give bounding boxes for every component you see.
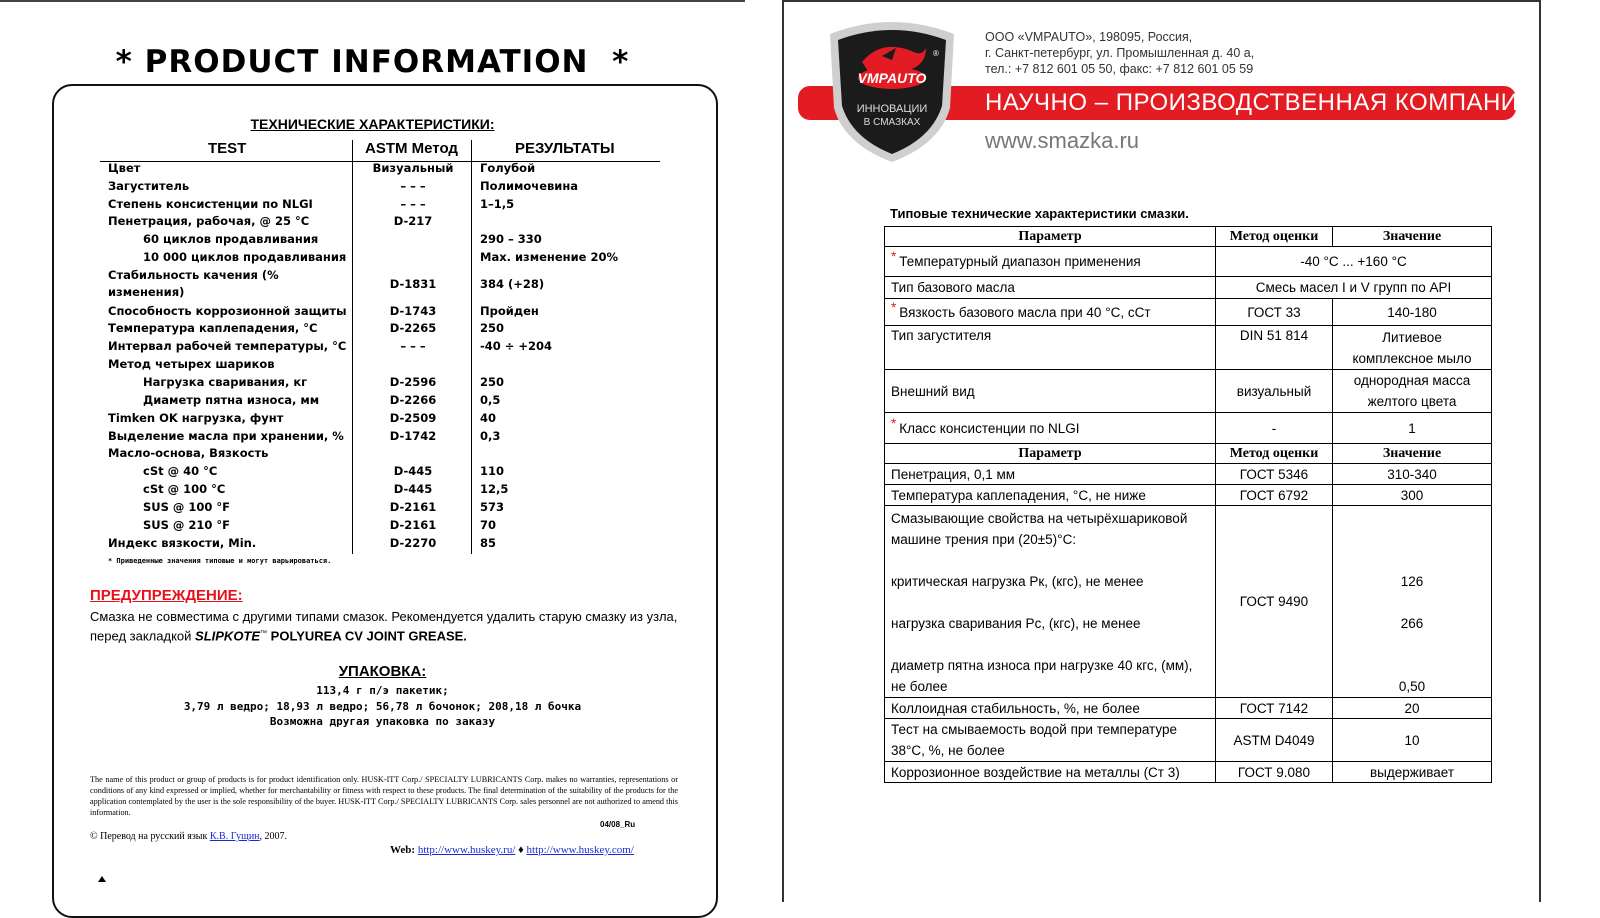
astm-method: D-445 bbox=[393, 482, 433, 496]
table-row bbox=[885, 299, 1492, 326]
test-name: изменения) bbox=[108, 285, 185, 299]
test-name: Метод четырех шариков bbox=[108, 357, 275, 371]
test-name: Индекс вязкости, Min. bbox=[108, 536, 257, 550]
disclaimer: The name of this product or group of products is for product identification only. HUSK-ITT Corp./ SPECIALTY LUBRICANTS Corp. makes no warranties, representations or conditions of any kind expressed or implied, whether for merchantability or fitness with respect to these products. The final determination of the suitability of the products for the application contemplated by the user is the sole responsibility of the buyer. HUSK-ITT Corp./ SPECIALTY LUBRICANTS Corp. sales personnel are not authorized to amend this information. bbox=[90, 775, 678, 817]
test-name: 10 000 циклов продавливания bbox=[143, 250, 347, 264]
param-cell: Коррозионное воздействие на металлы (Ст 3) bbox=[885, 762, 1216, 783]
table-row bbox=[885, 485, 1492, 506]
translator-link[interactable]: К.В. Гущин bbox=[209, 831, 260, 842]
warning-line-2 bbox=[90, 625, 680, 644]
product-information-document bbox=[0, 0, 745, 902]
packaging-line: 3,79 л ведро; 18,93 л ведро; 56,78 л бочонок; 208,18 л бочка bbox=[183, 700, 582, 713]
param-line: 38°С, %, не более bbox=[891, 743, 1005, 758]
param-cell bbox=[885, 247, 1216, 277]
table-row bbox=[0, 518, 745, 536]
value-cell: 20 bbox=[1333, 698, 1492, 719]
method-cell: ГОСТ 9.080 bbox=[1216, 762, 1333, 783]
param-cell: Коллоидная стабильность, %, не более bbox=[885, 698, 1216, 719]
test-name: Масло-основа, Вязкость bbox=[108, 446, 269, 460]
result-value: Пройден bbox=[480, 304, 539, 318]
value-cell bbox=[1333, 370, 1492, 413]
test-name: Нагрузка сваривания, кг bbox=[143, 375, 308, 389]
test-name: Стабильность качения (% bbox=[108, 268, 279, 282]
table-row bbox=[0, 197, 745, 215]
method-cell: - bbox=[1216, 413, 1333, 444]
table-row bbox=[0, 393, 745, 411]
test-name: Способность коррозионной защиты bbox=[108, 304, 347, 318]
param-line: нагрузка сваривания Рс, (кгс), не менее bbox=[891, 616, 1141, 631]
table-row bbox=[0, 214, 745, 232]
table-row bbox=[0, 357, 745, 375]
param-line: Смазывающие свойства на четырёхшариковой bbox=[891, 511, 1188, 526]
warning-heading: ПРЕДУПРЕЖДЕНИЕ: bbox=[90, 587, 243, 604]
packaging-heading: УПАКОВКА: bbox=[338, 663, 427, 680]
result-value: 12,5 bbox=[480, 482, 509, 496]
method-cell: ГОСТ 7142 bbox=[1216, 698, 1333, 719]
value-cell: 300 bbox=[1333, 485, 1492, 506]
astm-method: D-2509 bbox=[389, 411, 437, 425]
astm-method: D-2265 bbox=[389, 321, 437, 335]
diamond-separator: ♦ bbox=[518, 844, 524, 856]
param-line: критическая нагрузка Рк, (кгс), не менее bbox=[891, 574, 1144, 589]
astm-method: D-2266 bbox=[389, 393, 437, 407]
astm-method: Визуальный bbox=[372, 161, 454, 175]
result-value: -40 ÷ +204 bbox=[480, 339, 553, 353]
param-cell: Тип базового масла bbox=[885, 277, 1216, 299]
website-link[interactable]: www.smazka.ru bbox=[985, 128, 1140, 153]
packaging-line: 113,4 г п/э пакетик; bbox=[316, 684, 449, 697]
tech-specs-heading: ТЕХНИЧЕСКИЕ ХАРАКТЕРИСТИКИ: bbox=[250, 116, 495, 132]
result-value: 384 (+28) bbox=[480, 277, 545, 291]
astm-method: D-1743 bbox=[389, 304, 437, 318]
param-line: не более bbox=[891, 679, 948, 694]
method-cell: визуальный bbox=[1216, 370, 1333, 413]
test-name: cSt @ 40 °C bbox=[143, 464, 218, 478]
table-row bbox=[0, 482, 745, 500]
param-cell: Внешний вид bbox=[885, 370, 1216, 413]
test-name: Цвет bbox=[108, 161, 141, 175]
column-header-test: TEST bbox=[208, 140, 247, 157]
asterisk-icon: * bbox=[891, 299, 897, 315]
company-slogan: НАУЧНО – ПРОИЗВОДСТВЕННАЯ КОМПАНИЯ bbox=[985, 89, 1537, 116]
astm-method: D-1831 bbox=[389, 277, 437, 291]
value-cell: 1 bbox=[1333, 413, 1492, 444]
value-line: 266 bbox=[1400, 616, 1424, 631]
asterisk-icon: * bbox=[891, 249, 897, 264]
test-name: Интервал рабочей температуры, °C bbox=[108, 339, 347, 353]
param-text: Температурный диапазон применения bbox=[899, 254, 1141, 269]
header-method: Метод оценки bbox=[1216, 227, 1333, 247]
result-value: 110 bbox=[480, 464, 505, 478]
test-name: SUS @ 210 °F bbox=[143, 518, 231, 532]
header-method: Метод оценки bbox=[1216, 444, 1333, 464]
logo-line-2: В СМАЗКАХ bbox=[863, 117, 921, 128]
param-line: диаметр пятна износа при нагрузке 40 кгс, (мм), bbox=[891, 658, 1193, 673]
result-value: 573 bbox=[480, 500, 505, 514]
param-cell: Пенетрация, 0,1 мм bbox=[885, 464, 1216, 485]
doc-code: 04/08_Ru bbox=[600, 820, 636, 829]
table-row bbox=[0, 304, 745, 322]
logo-line-1: ИННОВАЦИИ bbox=[856, 103, 928, 115]
header-value: Значение bbox=[1333, 444, 1492, 464]
web-links bbox=[390, 844, 634, 856]
astm-method: D-217 bbox=[393, 214, 433, 228]
value-cell bbox=[1333, 326, 1492, 370]
product-information-title: * PRODUCT INFORMATION * bbox=[115, 44, 630, 80]
param-cell bbox=[885, 719, 1216, 762]
param-text: Вязкость базового масла при 40 °C, сСт bbox=[899, 304, 1151, 320]
merged-value-cell: Смесь масел I и V групп по API bbox=[1216, 277, 1492, 299]
footnote: * Приведенные значения типовые и могут варьироваться. bbox=[108, 557, 332, 565]
huskey-com-link[interactable]: http://www.huskey.com/ bbox=[526, 844, 634, 856]
test-name: Степень консистенции по NLGI bbox=[108, 197, 313, 211]
copyright bbox=[90, 831, 287, 842]
test-name: Timken OK нагрузка, фунт bbox=[108, 411, 284, 425]
table-row bbox=[0, 321, 745, 339]
copyright-prefix: © Перевод на русский язык bbox=[90, 831, 208, 842]
result-value: 0,5 bbox=[480, 393, 501, 407]
result-value: Полимочевина bbox=[480, 179, 579, 193]
value-line: однородная масса bbox=[1353, 373, 1471, 388]
table-row bbox=[0, 429, 745, 447]
value-line: комплексное мыло bbox=[1352, 350, 1472, 366]
asterisk-icon: * bbox=[891, 415, 897, 431]
astm-method: D-1742 bbox=[389, 429, 437, 443]
table-row bbox=[0, 500, 745, 518]
method-cell: ГОСТ 9490 bbox=[1216, 506, 1333, 698]
param-cell: Тип загустителя bbox=[885, 326, 1216, 370]
param-line: Тест на смываемость водой при температуре bbox=[891, 722, 1177, 737]
table-subheader-row bbox=[885, 444, 1492, 464]
web-label: Web: bbox=[390, 844, 416, 856]
test-name: 60 циклов продавливания bbox=[143, 232, 319, 246]
result-value: 290 – 330 bbox=[480, 232, 542, 246]
table-header-row bbox=[885, 227, 1492, 247]
table-row bbox=[0, 339, 745, 357]
table-row bbox=[0, 464, 745, 482]
table-row bbox=[0, 446, 745, 464]
column-header-results: РЕЗУЛЬТАТЫ bbox=[515, 140, 615, 157]
brand-slipkote: SLIPKOTE bbox=[195, 628, 261, 644]
value-line: Литиевое bbox=[1382, 329, 1442, 345]
value-cell: 140-180 bbox=[1333, 299, 1492, 326]
trademark: ™ bbox=[260, 630, 268, 637]
table-row bbox=[0, 536, 745, 554]
astm-method: – – – bbox=[400, 197, 426, 211]
company-address-line: ООО «VMPAUTO», 198095, Россия, bbox=[985, 30, 1193, 44]
header-param: Параметр bbox=[885, 444, 1216, 464]
param-cell bbox=[885, 506, 1216, 698]
product-name: POLYUREA CV JOINT GREASE. bbox=[270, 628, 467, 644]
table-row bbox=[885, 719, 1492, 762]
result-value: 250 bbox=[480, 321, 505, 335]
value-cell: выдерживает bbox=[1333, 762, 1492, 783]
test-name: Загуститель bbox=[108, 179, 190, 193]
table-row bbox=[885, 413, 1492, 444]
table-row bbox=[0, 411, 745, 429]
test-name: cSt @ 100 °C bbox=[143, 482, 226, 496]
test-name: Пенетрация, рабочая, @ 25 °C bbox=[108, 214, 310, 228]
copyright-year: , 2007. bbox=[259, 831, 288, 842]
astm-method: D-2161 bbox=[389, 500, 437, 514]
table-row bbox=[885, 698, 1492, 719]
astm-method: D-445 bbox=[393, 464, 433, 478]
astm-method: D-2270 bbox=[389, 536, 437, 550]
result-value: 250 bbox=[480, 375, 505, 389]
test-name: Температура каплепадения, °C bbox=[108, 321, 318, 335]
warning-line-1: Смазка не совместима с другими типами смазок. Рекомендуется удалить старую смазку из узла, bbox=[90, 609, 678, 624]
method-cell: ГОСТ 6792 bbox=[1216, 485, 1333, 506]
table-row bbox=[885, 464, 1492, 485]
table-row bbox=[0, 179, 745, 197]
packaging-line: Возможна другая упаковка по заказу bbox=[269, 715, 496, 728]
value-cell: 310-340 bbox=[1333, 464, 1492, 485]
method-cell: DIN 51 814 bbox=[1216, 326, 1333, 370]
table-row bbox=[0, 250, 745, 268]
table-row bbox=[885, 370, 1492, 413]
company-phone-line: тел.: +7 812 601 05 50, факс: +7 812 601 05 59 bbox=[985, 62, 1254, 76]
table-row-four-ball bbox=[885, 506, 1492, 698]
astm-method: – – – bbox=[400, 179, 426, 193]
table-row bbox=[885, 277, 1492, 299]
param-cell: Температура каплепадения, °С, не ниже bbox=[885, 485, 1216, 506]
scroll-up-arrow-icon[interactable] bbox=[98, 876, 106, 882]
table-row bbox=[885, 247, 1492, 277]
logo-brand: VMPAUTO bbox=[857, 70, 927, 86]
value-line: 0,50 bbox=[1398, 679, 1426, 694]
method-cell: ГОСТ 5346 bbox=[1216, 464, 1333, 485]
value-cell bbox=[1333, 506, 1492, 698]
huskey-ru-link[interactable]: http://www.huskey.ru/ bbox=[417, 844, 516, 856]
company-address-line: г. Санкт-петербург, ул. Промышленная д. 40 а, bbox=[985, 46, 1255, 60]
header-value: Значение bbox=[1333, 227, 1492, 247]
table-row bbox=[0, 277, 745, 303]
value-cell: 10 bbox=[1333, 719, 1492, 762]
table-row bbox=[0, 375, 745, 393]
param-line: машине трения при (20±5)°С: bbox=[891, 532, 1077, 547]
vmpauto-logo bbox=[822, 16, 962, 166]
method-cell: ASTM D4049 bbox=[1216, 719, 1333, 762]
value-line: желтого цвета bbox=[1367, 394, 1457, 409]
result-value: 0,3 bbox=[480, 429, 501, 443]
param-text: Класс консистенции по NLGI bbox=[899, 420, 1080, 436]
header-param: Параметр bbox=[885, 227, 1216, 247]
result-value: 70 bbox=[480, 518, 497, 532]
logo-registered: ® bbox=[933, 49, 939, 58]
result-value: 40 bbox=[480, 411, 497, 425]
test-name: Выделение масла при хранении, % bbox=[108, 429, 344, 443]
column-header-astm-method: ASTM Метод bbox=[365, 140, 458, 157]
result-value: 85 bbox=[480, 536, 497, 550]
warning-text bbox=[90, 608, 680, 644]
table-row bbox=[0, 161, 745, 179]
table-row bbox=[885, 326, 1492, 370]
astm-method: D-2596 bbox=[389, 375, 437, 389]
result-value: Голубой bbox=[480, 161, 536, 175]
spec-table-title: Типовые технические характеристики смазки. bbox=[890, 206, 1189, 221]
result-value: Max. изменение 20% bbox=[480, 250, 619, 264]
test-name: SUS @ 100 °F bbox=[143, 500, 231, 514]
value-line: 126 bbox=[1400, 574, 1424, 589]
test-name: Диаметр пятна износа, мм bbox=[143, 393, 320, 407]
param-cell bbox=[885, 299, 1216, 326]
merged-value-cell: -40 °C ... +160 °C bbox=[1216, 247, 1492, 277]
method-cell: ГОСТ 33 bbox=[1216, 299, 1333, 326]
result-value: 1–1,5 bbox=[480, 197, 515, 211]
spec-table bbox=[884, 226, 1492, 783]
param-cell bbox=[885, 413, 1216, 444]
astm-method: – – – bbox=[400, 339, 426, 353]
warning-prefix: перед закладкой bbox=[90, 628, 192, 644]
table-row bbox=[0, 232, 745, 250]
astm-method: D-2161 bbox=[389, 518, 437, 532]
table-row bbox=[885, 762, 1492, 783]
